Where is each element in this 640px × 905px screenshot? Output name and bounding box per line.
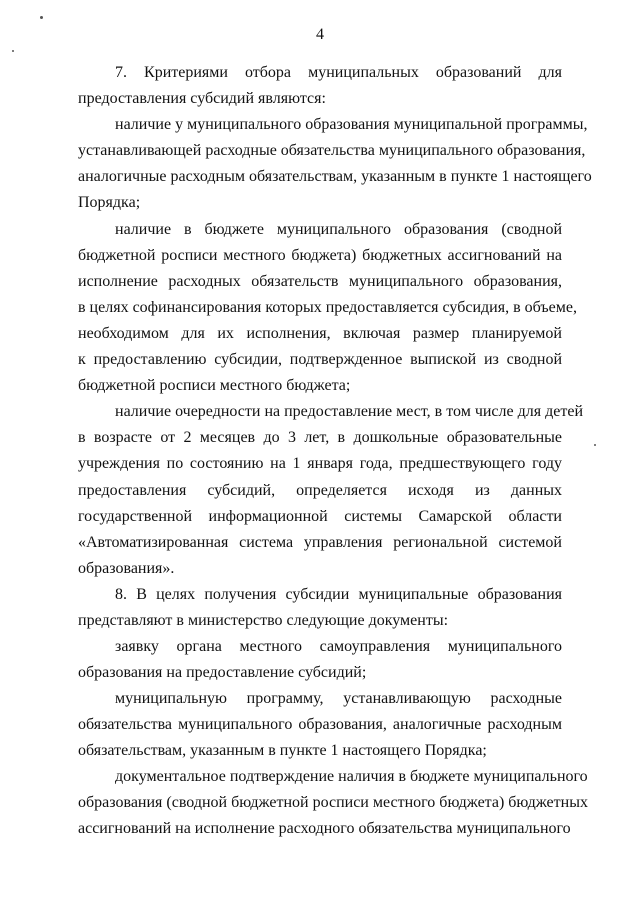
text-line: наличие очередности на предоставление мест, в том числе для детей xyxy=(115,403,583,420)
text-line: учреждения по состоянию на 1 января года, предшествующего году xyxy=(78,455,562,472)
text-line: заявку органа местного самоуправления муниципального xyxy=(115,638,562,655)
text-line: образования на предоставление субсидий; xyxy=(78,664,367,681)
scan-speck xyxy=(12,50,14,52)
page-number: 4 xyxy=(316,26,324,43)
text-line: образования». xyxy=(78,560,175,577)
text-line: необходимом для их исполнения, включая размер планируемой xyxy=(78,325,562,342)
text-line: обязательствам, указанным в пункте 1 настоящего Порядка; xyxy=(78,742,487,759)
text-line: 8. В целях получения субсидии муниципальные образования xyxy=(115,586,562,603)
text-line: государственной информационной системы Самарской области xyxy=(78,508,562,525)
text-line: образования (сводной бюджетной росписи местного бюджета) бюджетных xyxy=(78,794,588,811)
scan-speck xyxy=(594,444,596,446)
text-line: ассигнований на исполнение расходного обязательства муниципального xyxy=(78,820,571,837)
text-line: наличие у муниципального образования муниципальной программы, xyxy=(115,116,588,133)
scan-speck xyxy=(40,16,43,19)
text-line: бюджетной росписи местного бюджета; xyxy=(78,377,351,394)
text-line: документальное подтверждение наличия в бюджете муниципального xyxy=(115,768,588,785)
text-line: «Автоматизированная система управления региональной системой xyxy=(78,534,562,551)
text-line: наличие в бюджете муниципального образования (сводной xyxy=(115,221,562,238)
text-line: обязательства муниципального образования, аналогичные расходным xyxy=(78,716,562,733)
text-line: муниципальную программу, устанавливающую расходные xyxy=(115,690,562,707)
text-line: устанавливающей расходные обязательства муниципального образования, xyxy=(78,142,586,159)
text-line: представляют в министерство следующие документы: xyxy=(78,612,449,629)
text-line: 7. Критериями отбора муниципальных образований для xyxy=(115,64,562,81)
text-line: предоставления субсидий, определяется исходя из данных xyxy=(78,482,562,499)
text-line: аналогичные расходным обязательствам, указанным в пункте 1 настоящего xyxy=(78,168,592,185)
text-line: предоставления субсидий являются: xyxy=(78,90,326,107)
text-line: исполнение расходных обязательств муниципального образования, xyxy=(78,273,562,290)
text-line: в целях софинансирования которых предоставляется субсидия, в объеме, xyxy=(78,299,577,316)
text-line: в возрасте от 2 месяцев до 3 лет, в дошкольные образовательные xyxy=(78,429,562,446)
text-line: бюджетной росписи местного бюджета) бюджетных ассигнований на xyxy=(78,247,562,264)
text-line: Порядка; xyxy=(78,194,141,211)
text-line: к предоставлению субсидии, подтвержденное выпиской из сводной xyxy=(78,351,562,368)
